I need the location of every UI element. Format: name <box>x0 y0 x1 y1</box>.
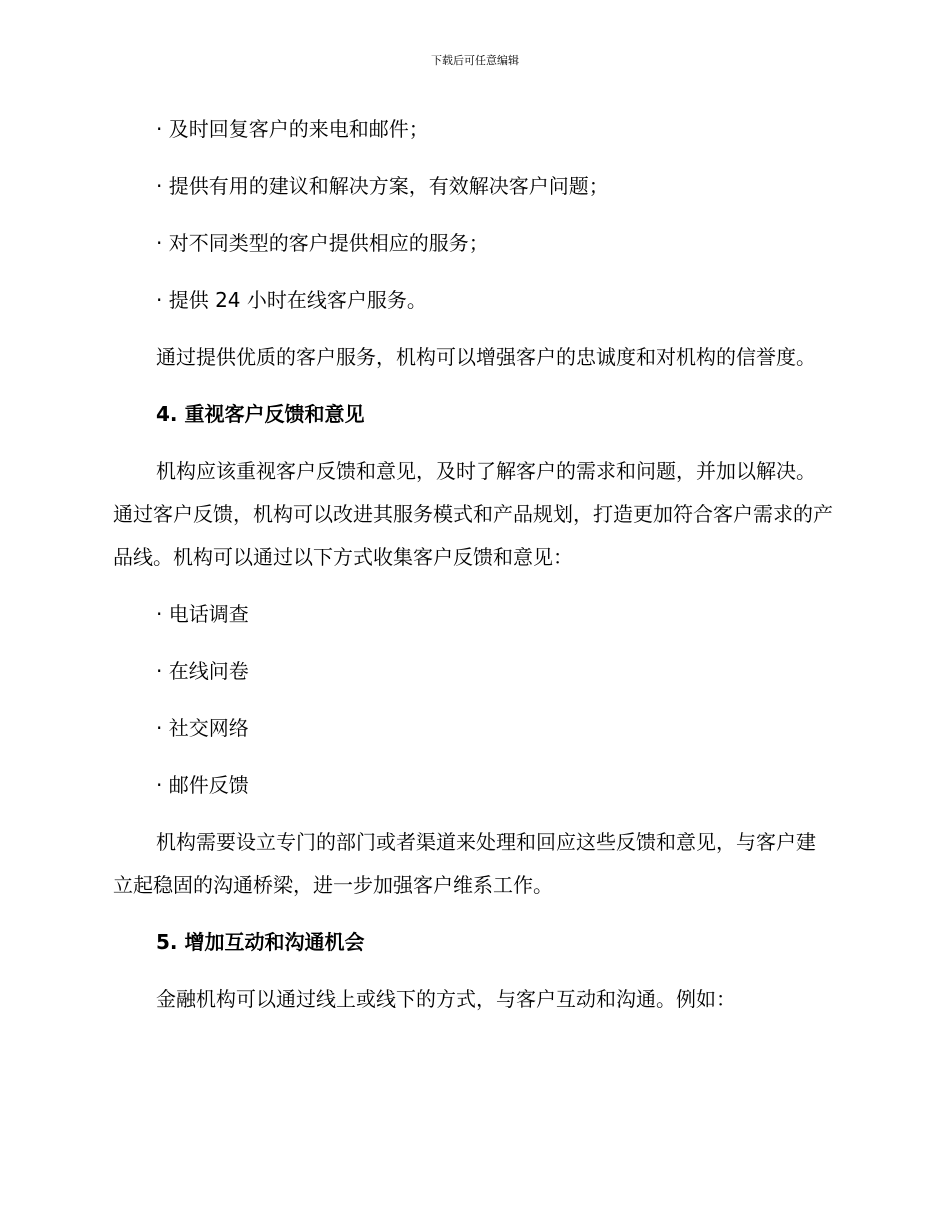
section-heading-interaction: 5. 增加互动和沟通机会 <box>156 930 365 954</box>
bullet-item-social: · 社交网络 <box>156 716 249 740</box>
bullet-item-email: · 邮件反馈 <box>156 773 249 797</box>
bullet-item-reply: · 及时回复客户的来电和邮件； <box>156 117 429 141</box>
bullet-item-24h: · 提供 24 小时在线客户服务。 <box>156 288 427 312</box>
bullet-item-online-survey: · 在线问卷 <box>156 659 249 683</box>
bullet-item-phone-survey: · 电话调查 <box>156 602 249 626</box>
paragraph-loyalty: 通过提供优质的客户服务，机构可以增强客户的忠诚度和对机构的信誉度。 <box>156 345 816 369</box>
bullet-item-advice: · 提供有用的建议和解决方案，有效解决客户问题； <box>156 174 609 198</box>
page-header: 下载后可任意编辑 <box>431 54 519 67</box>
paragraph-department: 机构需要设立专门的部门或者渠道来处理和回应这些反馈和意见，与客户建立起稳固的沟通桥梁，进一步加强客户维系工作。 <box>113 830 816 897</box>
section-heading-feedback: 4. 重视客户反馈和意见 <box>156 402 365 426</box>
document-body <box>113 112 833 1039</box>
paragraph-feedback: 机构应该重视客户反馈和意见，及时了解客户的需求和问题，并加以解决。通过客户反馈，机构可以改进其服务模式和产品规划，打造更加符合客户需求的产品线。机构可以通过以下方式收集客户反馈和意见： <box>113 459 833 569</box>
paragraph-interaction: 金融机构可以通过线上或线下的方式，与客户互动和沟通。例如： <box>156 987 736 1011</box>
bullet-item-services: · 对不同类型的客户提供相应的服务； <box>156 231 489 255</box>
